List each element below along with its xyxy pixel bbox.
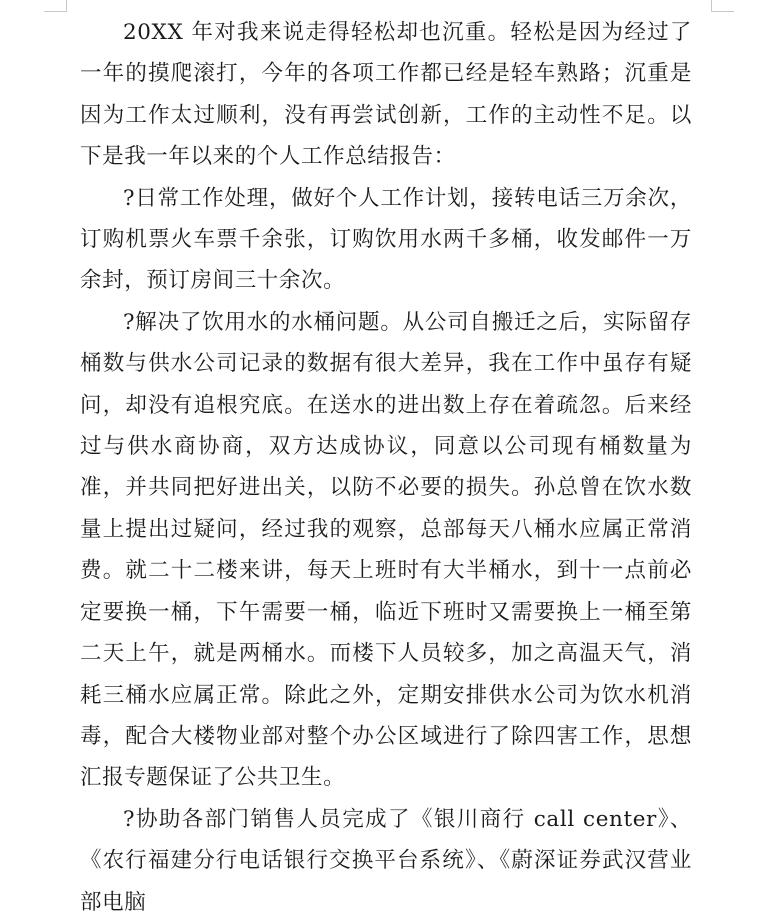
paragraph-intro: 20XX 年对我来说走得轻松却也沉重。轻松是因为经过了一年的摸爬滚打，今年的各项工作都已经是轻车熟路；沉重是因为工作太过顺利，没有再尝试创新，工作的主动性不足。以下是我一年以来的个人工作总结报告： xyxy=(80,20,692,170)
paragraph-water-bucket: ?解决了饮用水的水桶问题。从公司自搬迁之后，实际留存桶数与供水公司记录的数据有很大差异，我在工作中虽存有疑问，却没有追根究底。在送水的进出数上存在着疏忽。后来经过与供水商协商，双方达成协议，同意以公司现有桶数量为准，并共同把好进出关，以防不必要的损失。孙总曾在饮水数量上提出过疑问，经过我的观察，总部每天八桶水应属正常消费。就二十二楼来讲，每天上班时有大半桶水，到十一点前必定要换一桶，下午需要一桶，临近下班时又需要换上一桶至第二天上午，就是两桶水。而楼下人员较多，加之高温天气，消耗三桶水应属正常。除此之外，定期安排供水公司为饮水机消毒，配合大楼物业部对整个办公区域进行了除四害工作，思想汇报专题保证了公共卫生。 xyxy=(80,309,692,791)
page-corner-mark-right xyxy=(711,0,734,12)
document-body xyxy=(80,12,692,923)
paragraph-sales-support: ?协助各部门销售人员完成了《银川商行 call center》、《农行福建分行电话银行交换平台系统》、《蔚深证券武汉营业部电脑 xyxy=(80,806,692,915)
page-corner-mark-left xyxy=(44,0,67,12)
paragraph-daily-work: ?日常工作处理，做好个人工作计划，接转电话三万余次，订购机票火车票千余张，订购饮用水两千多桶，收发邮件一万余封，预订房间三十余次。 xyxy=(80,185,692,294)
